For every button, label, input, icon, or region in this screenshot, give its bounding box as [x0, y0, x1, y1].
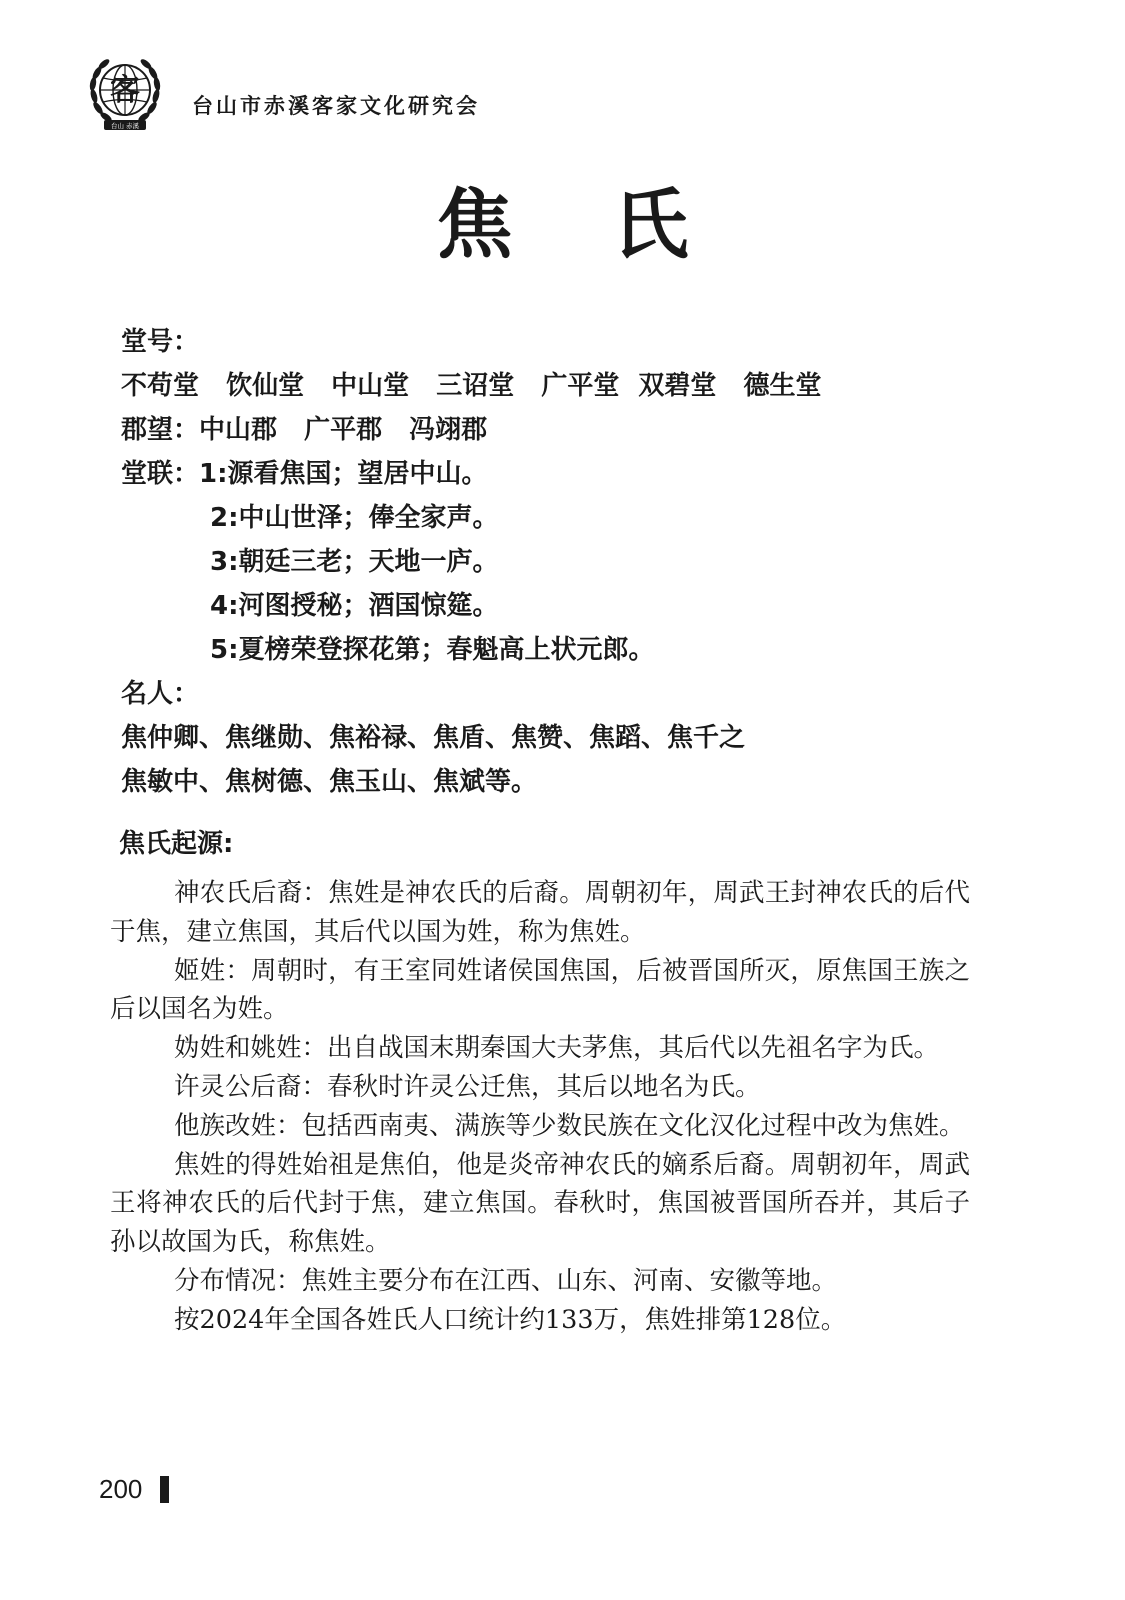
tanglian-item: 2:中山世泽；俸全家声。 — [210, 503, 499, 533]
tanghao-label: 堂号： — [121, 327, 200, 357]
tanghao-item: 三诏堂 — [436, 371, 515, 401]
surname-info — [121, 320, 1021, 804]
page-title: 焦氏 — [436, 180, 789, 269]
organization-name: 台山市赤溪客家文化研究会 — [192, 93, 480, 118]
origin-paragraph: 许灵公后裔：春秋时许灵公迁焦，其后以地名为氏。 — [174, 1071, 761, 1102]
tanglian-item: 4:河图授秘；酒国惊筵。 — [210, 591, 499, 621]
logo-character: 客 — [110, 73, 140, 108]
junwang-item: 冯翊郡 — [409, 415, 488, 445]
tanglian-item: 3:朝廷三老；天地一庐。 — [210, 547, 499, 577]
tanghao-item: 双碧堂 — [638, 371, 717, 401]
origin-paragraph: 姬姓：周朝时，有王室同姓诸侯国焦国，后被晋国所灭，原焦国王族之后以国名为姓。 — [110, 955, 970, 1025]
origin-body — [110, 874, 970, 1340]
logo-ribbon-text: 台山 赤溪 — [110, 122, 140, 130]
junwang-row — [121, 408, 1021, 452]
tanghao-list — [121, 364, 1021, 408]
junwang-label: 郡望： — [121, 415, 200, 445]
tanglian-label: 堂联： — [121, 459, 200, 489]
origin-paragraph: 分布情况：焦姓主要分布在江西、山东、河南、安徽等地。 — [174, 1265, 838, 1296]
tanghao-item: 广平堂 — [541, 371, 620, 401]
tanghao-item: 饮仙堂 — [226, 371, 305, 401]
tanglian-item: 1:源看焦国；望居中山。 — [199, 459, 488, 489]
page-header — [84, 50, 784, 140]
mingren-line: 焦仲卿、焦继勋、焦裕禄、焦盾、焦赞、焦蹈、焦千之 — [121, 723, 746, 753]
origin-paragraph: 焦姓的得姓始祖是焦伯，他是炎帝神农氏的嫡系后裔。周朝初年，周武王将神农氏的后代封于焦，建立焦国。春秋时，焦国被晋国所吞并，其后子孙以故国为氏，称焦姓。 — [110, 1149, 970, 1258]
origin-paragraph: 他族改姓：包括西南夷、满族等少数民族在文化汉化过程中改为焦姓。 — [174, 1110, 965, 1141]
globe-laurel-emblem-icon — [84, 50, 166, 136]
tanglian-item: 5:夏榜荣登探花第；春魁高上状元郎。 — [210, 635, 655, 665]
origin-heading: 焦氏起源: — [119, 829, 234, 859]
origin-paragraph: 妫姓和姚姓：出自战国末期秦国大夫茅焦，其后代以先祖名字为氏。 — [174, 1033, 940, 1064]
origin-paragraph: 按2024年全国各姓氏人口统计约133万，焦姓排第128位。 — [174, 1304, 847, 1335]
tanghao-item: 不苟堂 — [121, 371, 200, 401]
tanghao-item: 德生堂 — [743, 371, 822, 401]
tanglian-row — [121, 452, 1021, 496]
tanghao-item: 中山堂 — [331, 371, 410, 401]
junwang-item: 中山郡 — [199, 415, 278, 445]
page-number-bar — [160, 1476, 169, 1503]
page-number: 200 — [99, 1474, 143, 1504]
mingren-line: 焦敏中、焦树德、焦玉山、焦斌等。 — [121, 767, 538, 797]
origin-paragraph: 神农氏后裔：焦姓是神农氏的后裔。周朝初年，周武王封神农氏的后代于焦，建立焦国，其后代以国为姓，称为焦姓。 — [110, 878, 970, 947]
mingren-label: 名人： — [121, 679, 200, 709]
junwang-item: 广平郡 — [304, 415, 383, 445]
